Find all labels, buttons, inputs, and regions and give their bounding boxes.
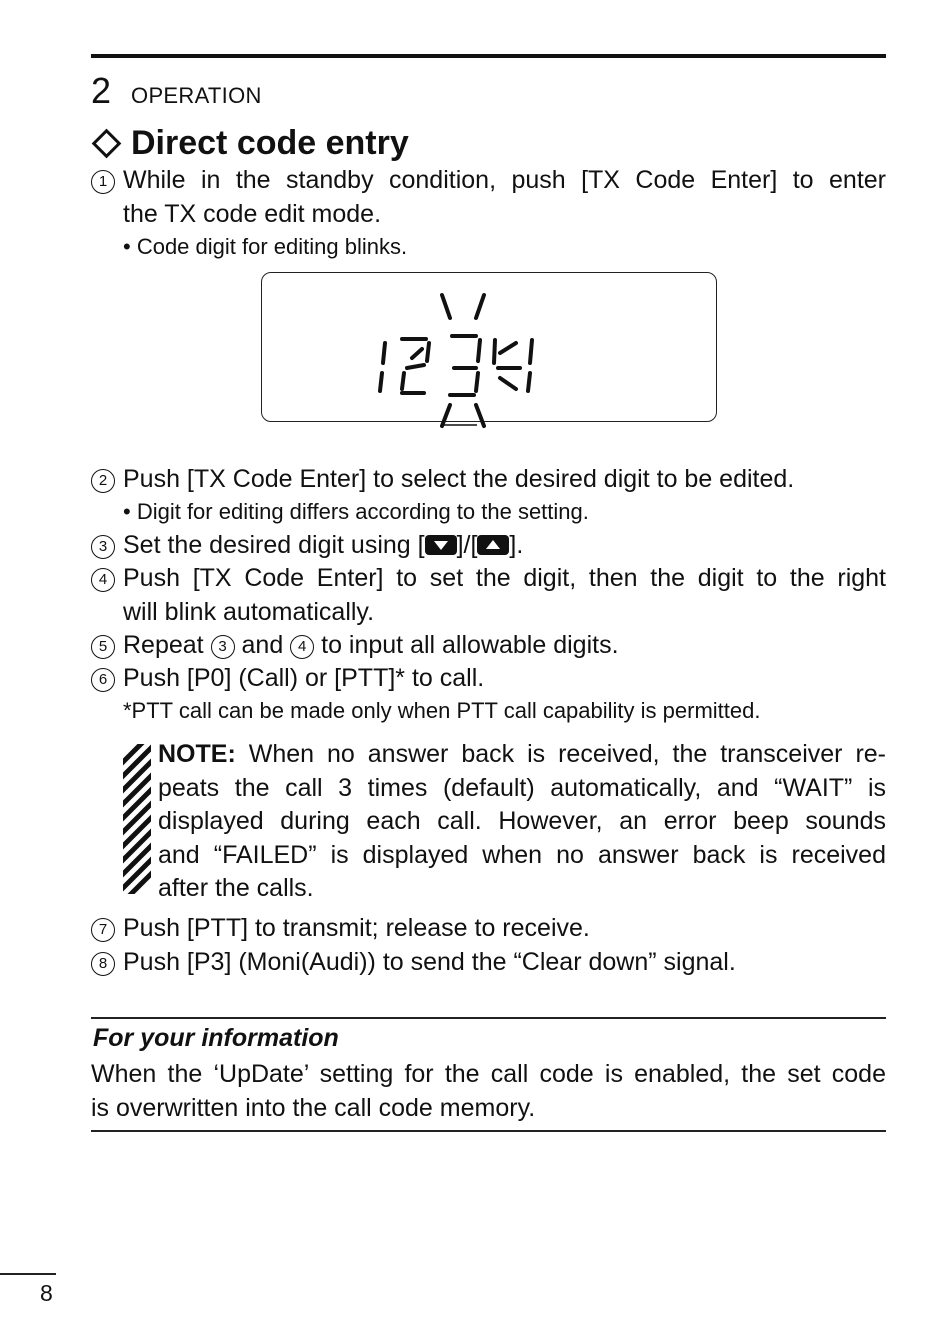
step-reference: 3	[211, 635, 235, 659]
step-6	[91, 662, 886, 696]
lcd-display	[261, 272, 717, 422]
step-number: 2	[91, 469, 115, 493]
step-reference: 4	[290, 635, 314, 659]
note-stripes-icon	[123, 744, 151, 894]
step-number: 4	[91, 568, 115, 592]
step-3	[91, 529, 886, 563]
step-text: While in the standby condition, push [TX Code Enter] to enter	[123, 166, 886, 194]
note-box	[123, 738, 886, 902]
info-title: For your information	[93, 1024, 339, 1052]
step-2-note: • Digit for editing differs according to the setting.	[123, 499, 589, 524]
info-top-rule	[91, 1017, 886, 1019]
diamond-icon	[92, 129, 122, 159]
step-text: Set the desired digit using [ ]/[ ].	[123, 531, 524, 559]
step-number: 1	[91, 170, 115, 194]
step-7	[91, 912, 886, 946]
step-number: 5	[91, 635, 115, 659]
step-text: Push [P0] (Call) or [PTT]* to call.	[123, 664, 485, 692]
step-4	[91, 562, 886, 629]
info-bottom-rule	[91, 1130, 886, 1132]
section-title: Direct code entry	[131, 124, 409, 162]
lcd-digits-graphic	[262, 273, 716, 443]
step-number: 3	[91, 535, 115, 559]
top-rule	[91, 54, 886, 58]
step-2	[91, 463, 886, 497]
info-text: When the ‘UpDate’ setting for the call code is enabled, the set code is overwritten into the call code memory.	[91, 1060, 886, 1122]
step-text: Push [P3] (Moni(Audi)) to send the “Clear down” signal.	[123, 948, 736, 976]
step-text: Push [TX Code Enter] to select the desired digit to be edited.	[123, 465, 795, 493]
step-5	[91, 629, 886, 663]
note-text: NOTE: When no answer back is received, the transceiver re- peats the call 3 times (default) automatically, and “WAIT” is displayed during each call. However, an error beep sounds and “FAILED” is displayed when no answer back is received after the calls.	[158, 740, 886, 902]
step-number: 6	[91, 668, 115, 692]
step-1	[91, 164, 886, 231]
step-number: 8	[91, 952, 115, 976]
note-label: NOTE:	[158, 740, 236, 768]
down-arrow-key-icon	[425, 535, 457, 555]
step-6-footnote: *PTT call can be made only when PTT call capability is permitted.	[123, 698, 761, 723]
step-text: Repeat 3 and 4 to input all allowable digits.	[123, 631, 619, 659]
step-number: 7	[91, 918, 115, 942]
footer-rule	[0, 1273, 56, 1275]
step-text: Push [PTT] to transmit; release to receive.	[123, 914, 590, 942]
step-8	[91, 946, 886, 980]
section-heading	[91, 124, 409, 163]
chapter-number: 2	[91, 70, 112, 111]
step-text-continued: the TX code edit mode.	[123, 199, 382, 228]
step-text: Push [TX Code Enter] to set the digit, then the digit to the right	[123, 564, 886, 592]
step-text-continued: will blink automatically.	[123, 597, 375, 626]
chapter-header	[91, 70, 262, 110]
chapter-title: OPERATION	[131, 83, 262, 108]
page-number: 8	[40, 1280, 53, 1306]
step-1-note: • Code digit for editing blinks.	[123, 234, 408, 259]
up-arrow-key-icon	[477, 535, 509, 555]
